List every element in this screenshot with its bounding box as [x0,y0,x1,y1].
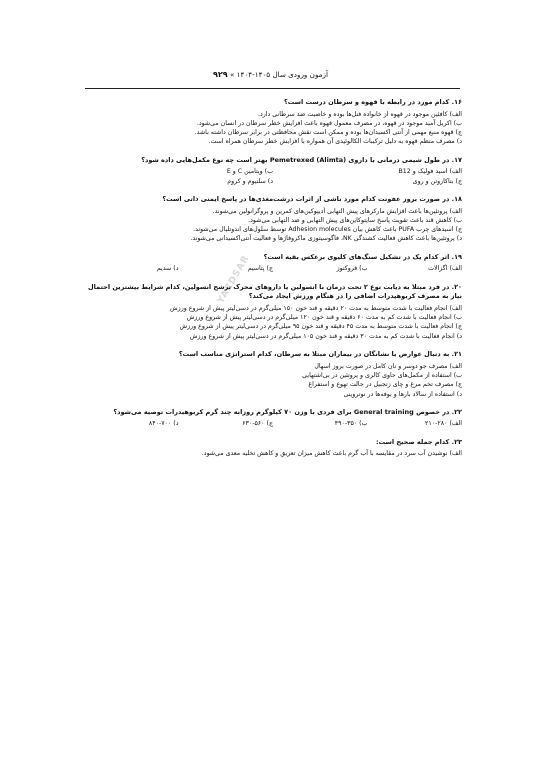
option-a: الف) کافئین موجود در قهوه از خانواده فنل‌ها بوده و خاصیت ضد سرطانی دارد. [257,110,462,118]
question-20 [84,283,462,341]
option-d: د) سلنیوم و کروم [227,177,273,185]
option-d: د) ۷۰۰-۸۴۰ [148,420,179,428]
question-18 [84,195,462,244]
question-16 [84,98,462,147]
option-c: ج) بتاکاروتن و روی [412,177,462,185]
option-a: الف) اگزالات [428,265,462,273]
header-text [210,70,328,79]
option-c: ج) انجام فعالیت با شدت متوسط به مدت ۴۵ دقیقه و قند خون ۹۵ میلی‌گرم در دسی‌لیتر پیش از شروع ورزش [179,323,462,331]
question-23 [84,438,462,459]
question-22 [84,408,462,429]
option-b: ب) فروکتوز [336,265,368,273]
question-title: ۱۹. اثر کدام یک در تشکیل سنگ‌های کلیوی برعکس بقیه است؟ [263,252,462,261]
option-a: الف) انجام فعالیت با شدت متوسط به مدت ۲۰ دقیقه و قند خون ۱۵۰ میلی‌گرم در دسی‌لیتر پیش از شروع ورزش [170,304,462,312]
question-title: ۱۶. کدام مورد در رابطه با قهوه و سرطان درست است؟ [283,98,462,106]
header-title: آزمون ورودی سال ۱۴۰۵-۱۴۰۴ [236,70,328,79]
question-title: ۲۰. در فرد مبتلا به دیابت نوع ۲ تحت درمان با انسولین یا داروهای محرک ترشح انسولین، کدام شرایط بیشترین احتمال نیاز به مصرف کربوهیدرات اضافی را در هنگام ورزش ایجاد می‌کند؟ [88,282,462,301]
questions-content [84,98,462,459]
option-a: الف) اسید فولیک و B12 [398,168,462,176]
question-21 [84,350,462,399]
option-c: ج) قهوه منبع مهمی از آنتی اکسیدان‌ها بوده و ممکن است نقش محافظتی در برابر سرطان داشته باشد. [194,129,462,137]
option-b: ب) ۳۵۰-۴۹۰ [334,420,368,428]
watermark: YAZDSAR [216,253,252,306]
option-d: د) استفاده از سالاد بارها و بوفه‌ها در نوتروپنی [343,390,462,398]
question-17 [84,156,462,186]
page-number: ۹۲۹ [213,70,228,79]
question-title: ۲۳. کدام جمله صحیح است: [375,437,462,446]
question-title: ۱۸. در صورت بروز عفونت کدام مورد ناشی از اثرات درشت‌مغذی‌ها در پاسخ ایمنی ذاتی است؟ [162,194,462,203]
option-b: ب) استفاده از مکمل‌های حاوی کالری و پروتئین در بی‌اشتهایی [302,371,462,379]
option-c: ج) پتاسیم [247,265,273,273]
option-c: ج) مصرف تخم مرغ و چای زنجبیل در حالت تهوع و استفراغ [308,381,462,389]
question-19 [84,253,462,274]
option-b: ب) اکریل آمید موجود در قهوه، در مصرف معمول قهوه باعث افزایش خطر سرطان در انسان می‌شود. [196,119,462,127]
option-b: ب) کاهش قند باعث تقویت پاسخ سایتوکاین‌های پیش التهابی و ضد التهابی می‌شود. [248,216,462,224]
option-a: الف) ۲۸۰-۲۱۰ [425,420,462,428]
option-a: الف) نوشیدن آب سرد در مقایسه با آب گرم باعث کاهش میزان تعریق و کاهش تخلیه معدی می‌شود. [201,450,462,458]
option-d: د) مصرف منظم قهوه به دلیل ترکیبات الکالوئیدی آن همواره با افزایش خطر سرطان همراه است. [208,138,462,146]
header-arrow: » [229,70,235,79]
question-title: ۱۷. در طول شیمی درمانی با داروی Pemetrexed (Alimta) بهتر است چه نوع مکمل‌هایی داده شود؟ [141,155,462,164]
option-b: ب) انجام فعالیت با شدت کم به مدت ۶۰ دقیقه و قند خون ۱۲۰ میلی‌گرم در دسی‌لیتر پیش از شروع ورزش [186,314,462,322]
option-c: ج) ۵۶۰-۶۳۰ [242,420,273,428]
question-title: ۲۲. در خصوص General training برای فردی با وزن ۷۰ کیلوگرم روزانه چند گرم کربوهیدرات توصیه می‌شود؟ [113,407,462,416]
option-c: ج) اسیدهای چرب PUFA باعث کاهش بیان Adhesion molecules توسط سلول‌های اندوتلیال می‌شوند. [193,226,462,234]
page-header [0,70,543,84]
option-b: ب) ویتامین C و E [226,168,273,176]
header-divider [85,88,460,89]
question-title: ۲۱. به دنبال عوارض یا نشانگان در بیماران مبتلا به سرطان، کدام استراتژی مناسب است؟ [178,350,462,359]
option-a: الف) مصرف جو دوسر و نان کامل در صورت بروز اسهال [314,362,462,370]
option-a: الف) پروتئین‌ها باعث افزایش مارکرهای پیش التهابی اَدیپوکین‌های کمرین و پروگرانولین می‌شوند. [212,207,462,215]
option-d: د) پروتئین‌ها باعث کاهش فعالیت کشندگی NK، فاگوسیتوزی ماکروفاژها و فعالیت آنتی‌اکسیدانی می‌شوند. [190,235,462,243]
option-d: د) سدیم [156,265,179,273]
option-d: د) انجام فعالیت با شدت کم به مدت ۳۰ دقیقه و قند خون ۱۰۵ میلی‌گرم در دسی‌لیتر پیش از شروع ورزش [189,332,462,340]
